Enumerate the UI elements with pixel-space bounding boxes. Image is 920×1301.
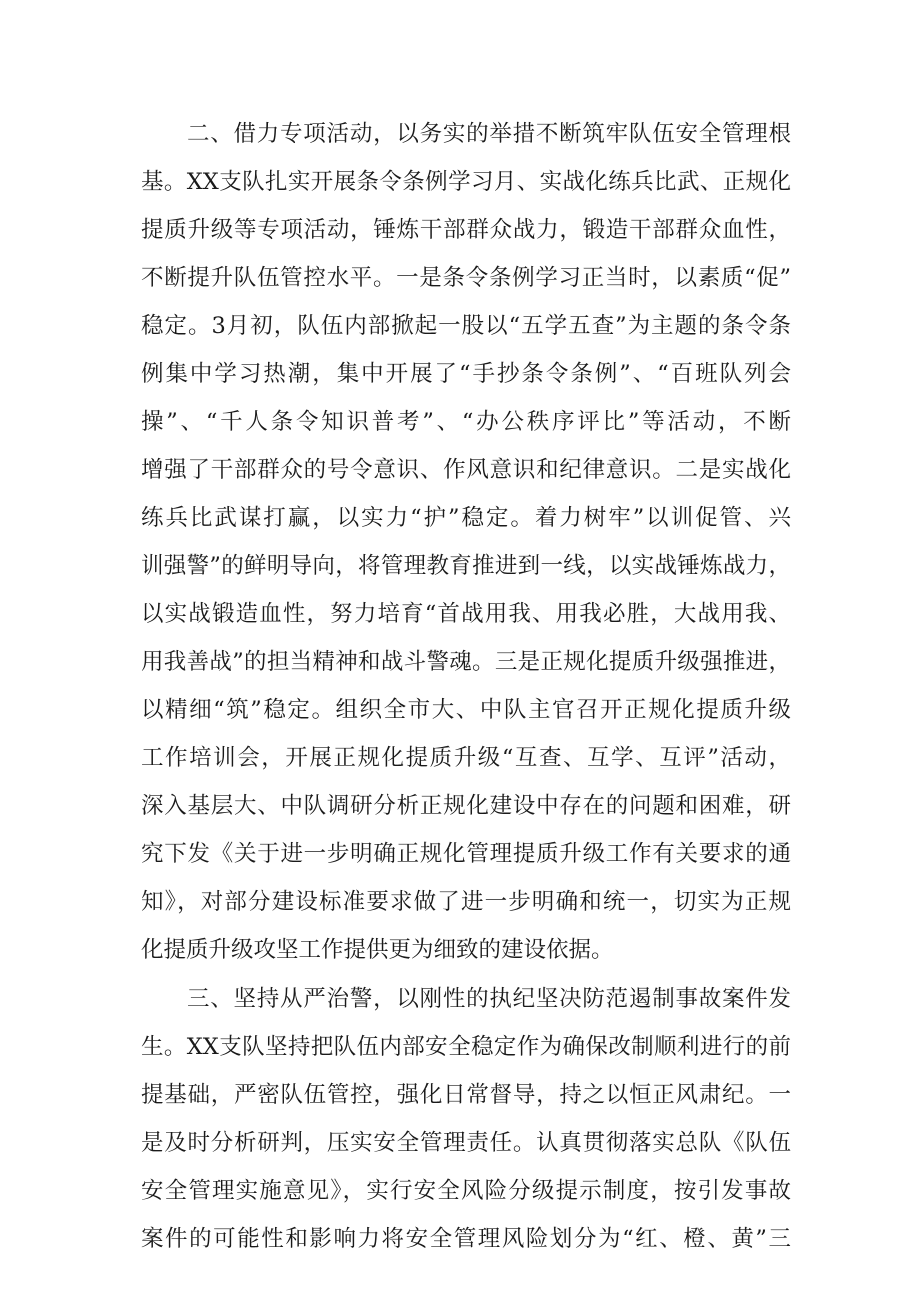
paragraph-1-line-7: 操”、“千人条令知识普考”、“办公秩序评比”等活动，不断 (141, 409, 791, 435)
paragraph-1-line-11: 以实战锻造血性，努力培育“首战用我、用我必胜，大战用我、 (141, 601, 791, 627)
paragraph-1-line-13: 以精细“筑”稳定。组织全市大、中队主官召开正规化提质升级 (141, 697, 791, 723)
paragraph-1-line-18: 化提质升级攻坚工作提供更为细致的建设依据。 (141, 937, 614, 963)
paragraph-1-line-6: 例集中学习热潮，集中开展了“手抄条令条例”、“百班队列会 (141, 361, 791, 387)
paragraph-1-line-14: 工作培训会，开展正规化提质升级“互查、互学、互评”活动， (141, 745, 791, 771)
paragraph-1-line-4: 不断提升队伍管控水平。一是条令条例学习正当时，以素质“促” (141, 265, 791, 291)
paragraph-2-line-4: 是及时分析研判，压实安全管理责任。认真贯彻落实总队《队伍 (141, 1130, 791, 1156)
paragraph-1-line-5: 稳定。3月初，队伍内部掀起一股以“五学五查”为主题的条令条 (141, 313, 791, 339)
paragraph-2-line-3: 提基础，严密队伍管控，强化日常督导，持之以恒正风肃纪。一 (141, 1082, 791, 1108)
paragraph-1-line-10: 训强警”的鲜明导向，将管理教育推进到一线，以实战锤炼战力， (141, 553, 791, 579)
paragraph-2-line-5: 安全管理实施意见》，实行安全风险分级提示制度，按引发事故 (141, 1178, 791, 1204)
paragraph-2-line-1: 三、坚持从严治警，以刚性的执纪坚决防范遏制事故案件发 (187, 986, 791, 1012)
paragraph-2-line-2: 生。XX支队坚持把队伍内部安全稳定作为确保改制顺利进行的前 (141, 1034, 791, 1060)
paragraph-1-line-17: 知》，对部分建设标准要求做了进一步明确和统一，切实为正规 (141, 889, 791, 915)
paragraph-1-line-16: 究下发《关于进一步明确正规化管理提质升级工作有关要求的通 (141, 841, 791, 867)
paragraph-1-line-12: 用我善战”的担当精神和战斗警魂。三是正规化提质升级强推进， (141, 649, 791, 675)
paragraph-1-line-15: 深入基层大、中队调研分析正规化建设中存在的问题和困难，研 (141, 793, 791, 819)
paragraph-1-line-9: 练兵比武谋打赢，以实力“护”稳定。着力树牢”以训促管、兴 (141, 505, 791, 531)
paragraph-1-line-1: 二、借力专项活动，以务实的举措不断筑牢队伍安全管理根 (187, 121, 791, 147)
paragraph-1-line-3: 提质升级等专项活动，锤炼干部群众战力，锻造干部群众血性， (141, 217, 791, 243)
paragraph-1-line-2: 基。XX支队扎实开展条令条例学习月、实战化练兵比武、正规化 (141, 169, 791, 195)
paragraph-2-line-6: 案件的可能性和影响力将安全管理风险划分为“红、橙、黄”三 (141, 1226, 791, 1252)
paragraph-1-line-8: 增强了干部群众的号令意识、作风意识和纪律意识。二是实战化 (141, 457, 791, 483)
